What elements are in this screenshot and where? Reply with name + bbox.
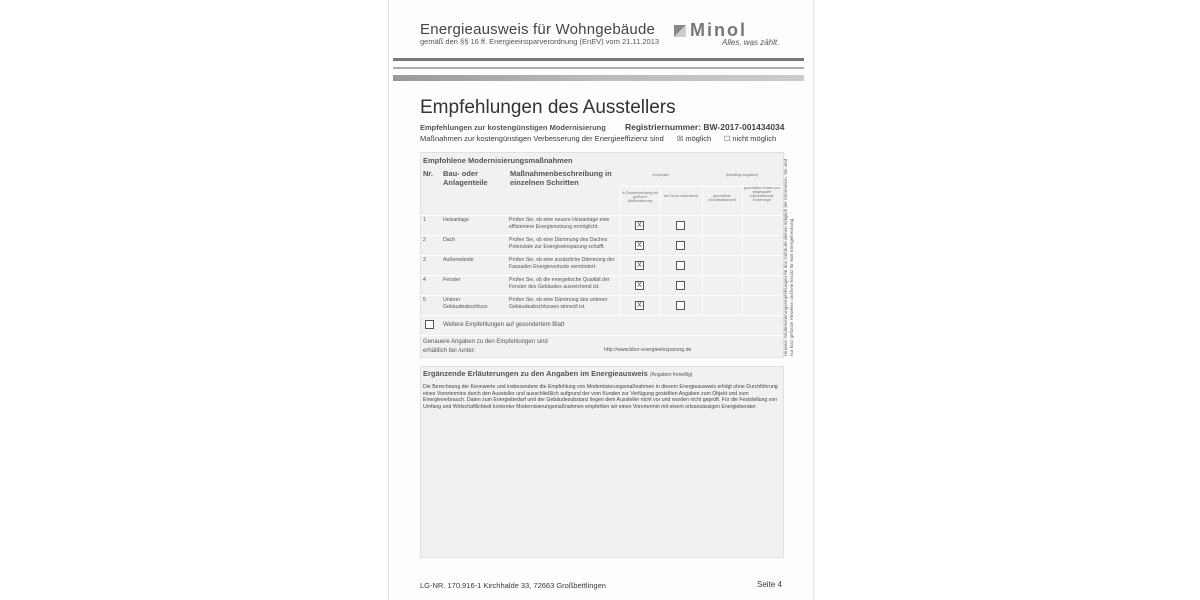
subcol-4: geschätzte Kosten pro eingesparte Kilowattstunde Endenergie bbox=[744, 186, 780, 202]
section-title: Empfehlungen des Ausstellers bbox=[420, 97, 676, 118]
page-number: Seite 4 bbox=[757, 580, 782, 589]
checkbox-with-modernisation[interactable]: X bbox=[635, 281, 644, 290]
group-optional: (freiwillige Angaben) bbox=[725, 173, 759, 177]
row-part: Unterer Gebäudeabschluss bbox=[443, 297, 488, 310]
subcol-3: geschätzte Amortisationszeit bbox=[708, 194, 736, 202]
logo-mark-icon bbox=[674, 25, 686, 37]
table-title: Empfohlene Modernisierungsmaßnahmen bbox=[423, 156, 573, 165]
checkbox-with-modernisation[interactable]: X bbox=[635, 301, 644, 310]
footer-address: LG-NR. 170.916-1 Kirchhalde 33, 72663 Großbettlingen bbox=[420, 581, 606, 590]
option-possible: ☒ möglich bbox=[677, 134, 712, 143]
row-nr: 3 bbox=[423, 257, 426, 263]
sub-heading: Empfehlungen zur kostengünstigen Modernisierung bbox=[420, 123, 606, 132]
measures-label: Maßnahmen zur kostengünstigen Verbesserung der Energieeffizienz sind bbox=[420, 134, 664, 143]
checkbox-single-measure[interactable] bbox=[676, 301, 685, 310]
checkbox-single-measure[interactable] bbox=[676, 281, 685, 290]
checkbox-with-modernisation[interactable]: X bbox=[635, 221, 644, 230]
row-part: Heizanlage bbox=[443, 217, 469, 223]
side-note: Hinweis: Modernisierungsempfehlungen für das Gebäude dienen lediglich der Information. Sie sind nur kurz gefasste Hinweise und kein Ersatz für eine Energieberatung. bbox=[783, 158, 794, 356]
row-nr: 5 bbox=[423, 297, 426, 303]
more-checkbox[interactable] bbox=[425, 320, 434, 329]
row-desc: Prüfen Sie, ob eine Dämmung des Daches Potenziale zur Energieeinsparung schafft. bbox=[509, 237, 608, 250]
minol-logo: Minol bbox=[674, 20, 747, 41]
doc-title: Energieausweis für Wohngebäude bbox=[420, 21, 656, 38]
row-part: Fenster bbox=[443, 277, 461, 283]
notes-text: Die Berechnung der Kennwerte und insbesondere die Empfehlung von Modernisierungsmaßnahmen in diesem Energieausweis erfolgt ohne Durchführung eines Vorortermins durch den Aussteller und ausschließlich aufgrund der vom Kunden zur Verfügung gestellten Angaben zum Objekt und zum Energieverbrauch. Daten zum Energiebedarf und der Gebäudesubstanz liegen dem Aussteller nicht vor und wurden nicht geprüft. Für die Feststellung von Umfang und Wirtschaftlichkeit konkreter Modernisierungsmaßnahmen empfehlen wir einen Vorortermin mit einem ortsansässigen Energieberater. bbox=[423, 384, 778, 410]
more-label: Weitere Empfehlungen auf gesondertem Blatt bbox=[443, 322, 565, 328]
subcol-2: als Einzel-maßnahme bbox=[663, 194, 699, 198]
logo-slogan: Alles, was zählt. bbox=[722, 38, 780, 47]
group-recommended: empfohlen bbox=[652, 173, 670, 177]
row-desc: Prüfen Sie, ob eine neuere Heizanlage eine effizientere Energienutzung ermöglicht. bbox=[509, 217, 610, 230]
checkbox-with-modernisation[interactable]: X bbox=[635, 261, 644, 270]
divider bbox=[393, 75, 804, 81]
details-url[interactable]: http://www.bbsr-energieeinsparung.de bbox=[604, 347, 692, 353]
register-number: Registriernummer: BW-2017-001434034 bbox=[625, 122, 785, 132]
row-part: Außenwände bbox=[443, 257, 474, 263]
divider bbox=[393, 67, 804, 69]
checkbox-single-measure[interactable] bbox=[676, 261, 685, 270]
col-desc: Maßnahmenbeschreibung in einzelnen Schritten bbox=[510, 169, 612, 187]
row-part: Dach bbox=[443, 237, 456, 243]
checkbox-single-measure[interactable] bbox=[676, 241, 685, 250]
row-desc: Prüfen Sie, ob eine Dämmung des unteren Gebäudeabschlusses sinnvoll ist. bbox=[509, 297, 608, 310]
row-desc: Prüfen Sie, ob eine zusätzliche Dämmung der Fassaden Energieverluste vermindert. bbox=[509, 257, 615, 270]
row-nr: 2 bbox=[423, 237, 426, 243]
doc-subtitle: gemäß den §§ 16 ff. Energieeinsparverordnung (EnEV) vom 21.11.2013 bbox=[420, 37, 660, 46]
checkbox-single-measure[interactable] bbox=[676, 221, 685, 230]
details-label: Genauere Angaben zu den Empfehlungen sind erhältlich bei /unter: bbox=[423, 339, 548, 354]
option-not-possible: ☐ nicht möglich bbox=[724, 134, 777, 143]
col-nr: Nr. bbox=[423, 169, 434, 178]
subcol-1: in Zusammenhang mit größerer Modernisierung bbox=[622, 191, 658, 203]
divider bbox=[393, 58, 804, 61]
row-nr: 1 bbox=[423, 217, 426, 223]
notes-title: Ergänzende Erläuterungen zu den Angaben im Energieausweis (Angaben freiwillig) bbox=[423, 369, 693, 378]
row-desc: Prüfen Sie, ob die energetische Qualität der Fenster des Gebäudes ausreichend ist. bbox=[509, 277, 610, 290]
row-nr: 4 bbox=[423, 277, 426, 283]
checkbox-with-modernisation[interactable]: X bbox=[635, 241, 644, 250]
col-part: Bau- oder Anlagenteile bbox=[443, 169, 488, 187]
